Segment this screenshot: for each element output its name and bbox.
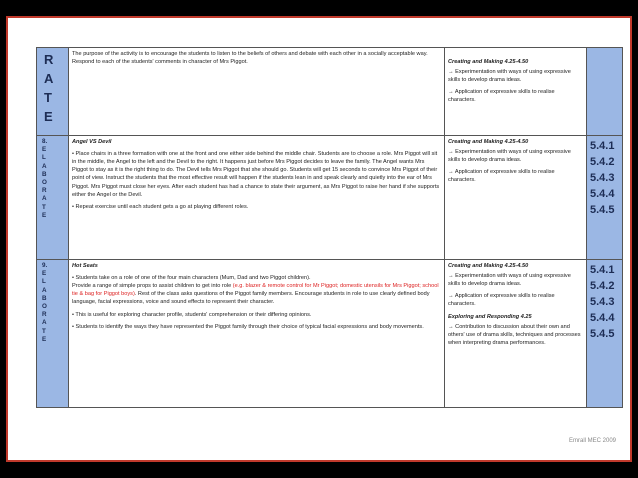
props-example-text: (e.g. blazer & remote control for Mr Piggot; domestic utensils for Mrs Piggot; school tie & bag for Piggot boys) bbox=[72, 283, 439, 298]
activity-paragraph: • Students take on a role of one of the four main characters (Mum, Dad and two Piggot children). bbox=[72, 275, 311, 282]
outcome-code: 5.4.3 bbox=[590, 172, 615, 184]
row-letter: A bbox=[42, 286, 47, 294]
row-letter: R bbox=[44, 52, 54, 67]
activity-cell bbox=[69, 260, 445, 408]
row-letter: O bbox=[42, 179, 47, 187]
activity-cell bbox=[69, 48, 445, 136]
activity-paragraph: • Place chairs in a three formation with one at the front and one either side behind the middle chair. Students are to choose a role. Mrs Piggot will sit in the middle, the Angel to the left and the Devil to the right. It happens just before Mrs Piggot decides to leave the family. The Angel wants Mrs Piggot to stay as it is the right thing to do. The Devil tells Mrs Piggot that she should go. Students will get 15 seconds to convince Mrs Piggot of their point of view. Instruct the students that the most effective result will happen if the students lean in and speak clearly and quietly into the ear of Mrs Piggot. Mrs Piggot must close her eyes. After each student has had a chance to state their argument, as Mrs Piggot to raise her hand if she supports either the Angel or the Devil. bbox=[72, 151, 440, 198]
row-letter: T bbox=[44, 90, 52, 105]
outcome-item: → Application of expressive skills to realise characters. bbox=[448, 293, 555, 308]
outcome-code: 5.4.4 bbox=[590, 188, 615, 200]
footer-credit: Emrall MEC 2009 bbox=[568, 438, 616, 444]
outcomes-cell bbox=[445, 136, 587, 260]
activity-paragraph bbox=[72, 282, 441, 306]
row-letter: B bbox=[42, 294, 47, 302]
activity-cell bbox=[69, 136, 445, 260]
slide bbox=[6, 16, 632, 462]
activity-paragraph: • This is useful for exploring character profile, students' comprehension or their differing opinions. bbox=[72, 311, 312, 318]
row-letter: E bbox=[42, 146, 47, 154]
outcome-item: → Experimentation with ways of using expressive skills to develop drama ideas. bbox=[448, 273, 571, 288]
row-letter: L bbox=[42, 278, 46, 286]
row-letter: E bbox=[42, 211, 47, 219]
outcome-item: → Contribution to discussion about their own and others' use of drama skills, techniques and processes when interpreting drama performances. bbox=[448, 323, 581, 346]
activity-text: . Rest of the class asks questions of the Piggot family members. Encourage students in role to use clearly defined body language, facial expressions, voice and sound effects to represent their character. bbox=[72, 291, 430, 306]
row-letter: 8. bbox=[42, 138, 48, 145]
row-letter: R bbox=[42, 187, 47, 195]
row-letter: A bbox=[42, 319, 47, 327]
outcome-code: 5.4.1 bbox=[590, 140, 615, 152]
row-letter: A bbox=[44, 71, 54, 86]
activity-paragraph: • Repeat exercise until each student gets a go at playing different roles. bbox=[72, 203, 249, 210]
outcome-code: 5.4.4 bbox=[590, 312, 615, 324]
row-letter: A bbox=[42, 162, 47, 170]
outcomes-heading: Creating and Making 4.25-4.50 bbox=[448, 139, 529, 145]
outcome-item: → Experimentation with ways of using expressive skills to develop drama ideas. bbox=[448, 149, 571, 164]
row-letter: E bbox=[42, 270, 47, 278]
codes-cell bbox=[587, 48, 623, 136]
codes-cell bbox=[587, 260, 623, 408]
row-letter: L bbox=[42, 154, 46, 162]
outcome-code: 5.4.2 bbox=[590, 280, 615, 292]
row-letter: 9. bbox=[42, 262, 48, 269]
row-letters bbox=[37, 48, 69, 136]
lesson-plan-table bbox=[36, 47, 623, 408]
outcomes-cell bbox=[445, 260, 587, 408]
codes-cell bbox=[587, 136, 623, 260]
outcome-item: → Application of expressive skills to realise characters. bbox=[448, 89, 555, 104]
row-letter: E bbox=[44, 109, 53, 124]
outcomes-heading: Exploring and Responding 4.25 bbox=[448, 313, 532, 320]
activity-paragraph: The purpose of the activity is to encourage the students to listen to the beliefs of others and debate with each other in a socially acceptable way. Respond to each of the students' comments in character of Mrs Piggot. bbox=[72, 51, 428, 66]
outcomes-cell bbox=[445, 48, 587, 136]
outcomes-heading: Creating and Making 4.25-4.50 bbox=[448, 263, 529, 269]
outcome-code: 5.4.5 bbox=[590, 204, 615, 216]
outcome-code: 5.4.3 bbox=[590, 296, 615, 308]
row-letter: A bbox=[42, 195, 47, 203]
row-letter: R bbox=[42, 311, 47, 319]
row-letter: T bbox=[42, 327, 46, 335]
row-letter: O bbox=[42, 303, 47, 311]
outcome-item: → Application of expressive skills to realise characters. bbox=[448, 169, 555, 184]
table-row bbox=[37, 136, 623, 260]
row-letters bbox=[37, 136, 69, 260]
outcome-code: 5.4.5 bbox=[590, 328, 615, 340]
row-letters bbox=[37, 260, 69, 408]
table-row bbox=[37, 260, 623, 408]
outcome-code: 5.4.1 bbox=[590, 264, 615, 276]
outcome-code: 5.4.2 bbox=[590, 156, 615, 168]
row-letter: E bbox=[42, 335, 47, 343]
row-letter: B bbox=[42, 170, 47, 178]
activity-heading: Angel VS Devil bbox=[72, 139, 112, 145]
table-row bbox=[37, 48, 623, 136]
outcome-item: → Experimentation with ways of using expressive skills to develop drama ideas. bbox=[448, 69, 571, 84]
row-letter: T bbox=[42, 203, 46, 211]
activity-paragraph: • Students to identify the ways they have represented the Piggot family through their choice of typical facial expressions and body movements. bbox=[72, 323, 424, 330]
activity-heading: Hot Seats bbox=[72, 263, 98, 269]
outcomes-heading: Creating and Making 4.25-4.50 bbox=[448, 59, 529, 65]
activity-text: Provide a range of simple props to assist children to get into role bbox=[72, 283, 233, 290]
